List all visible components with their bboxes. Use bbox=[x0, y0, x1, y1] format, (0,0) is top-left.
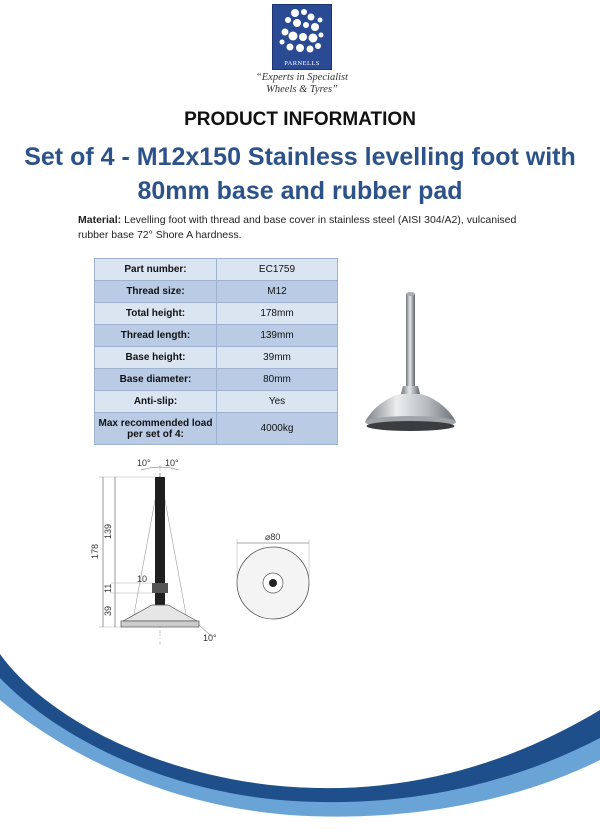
levelling-foot-photo bbox=[360, 288, 480, 438]
spec-value: 4000kg bbox=[217, 413, 338, 445]
spec-row-part-number bbox=[95, 259, 338, 281]
top-view-thread bbox=[269, 579, 277, 587]
spec-label: Thread size: bbox=[95, 281, 217, 303]
spec-value: Yes bbox=[217, 391, 338, 413]
material-text: Levelling foot with thread and base cover in stainless steel (AISI 304/A2), vulcanised rubber base 72° Shore A hardness. bbox=[78, 214, 517, 241]
dim-11-label: 11 bbox=[103, 583, 113, 593]
spec-label: Max recommended load per set of 4: bbox=[95, 413, 217, 445]
drawing-nut bbox=[152, 583, 168, 593]
spec-row-thread-size bbox=[95, 281, 338, 303]
dim-10-label: 10 bbox=[137, 574, 148, 584]
hex-nut bbox=[401, 386, 420, 394]
rubber-pad bbox=[367, 421, 455, 431]
spec-label: Total height: bbox=[95, 303, 217, 325]
angle-left-label: 10° bbox=[137, 458, 151, 468]
spec-value: M12 bbox=[217, 281, 338, 303]
dim-total-label: 178 bbox=[90, 543, 100, 559]
spec-label: Thread length: bbox=[95, 325, 217, 347]
logo-circles-icon bbox=[273, 5, 331, 57]
spec-row-max-load bbox=[95, 413, 338, 445]
spec-row-total-height bbox=[95, 303, 338, 325]
spec-row-thread-length bbox=[95, 325, 338, 347]
rod-top bbox=[406, 292, 415, 296]
angle-base-label: 10° bbox=[203, 633, 217, 643]
spec-label: Anti-slip: bbox=[95, 391, 217, 413]
angle-right-label: 10° bbox=[165, 458, 179, 468]
product-title-line-1: Set of 4 - M12x150 Stainless levelling foot with bbox=[24, 143, 576, 171]
tagline-line-1: “Experts in Specialist bbox=[255, 72, 349, 83]
dim-base-label: 39 bbox=[103, 605, 113, 616]
product-title bbox=[20, 140, 580, 208]
tagline-line-2: Wheels & Tyres” bbox=[266, 84, 338, 95]
spec-value: EC1759 bbox=[217, 259, 338, 281]
logo-name: PARNELLS bbox=[284, 60, 320, 67]
spec-label: Part number: bbox=[95, 259, 217, 281]
product-title-line-2: 80mm base and rubber pad bbox=[137, 177, 463, 205]
page-heading: PRODUCT INFORMATION bbox=[184, 109, 416, 130]
material-description bbox=[78, 213, 538, 243]
technical-drawing bbox=[85, 455, 355, 645]
brand-tagline bbox=[220, 72, 384, 96]
spec-table bbox=[94, 258, 338, 445]
spec-label: Base diameter: bbox=[95, 369, 217, 391]
spec-value: 39mm bbox=[217, 347, 338, 369]
parnells-logo bbox=[272, 4, 332, 70]
material-label: Material: bbox=[78, 214, 122, 226]
spec-row-base-diameter bbox=[95, 369, 338, 391]
spec-value: 139mm bbox=[217, 325, 338, 347]
spec-label: Base height: bbox=[95, 347, 217, 369]
spec-row-base-height bbox=[95, 347, 338, 369]
decorative-wave bbox=[0, 620, 600, 836]
threaded-rod bbox=[406, 294, 415, 386]
dim-thread-label: 139 bbox=[103, 523, 113, 539]
spec-value: 80mm bbox=[217, 369, 338, 391]
dim-diameter-label: ⌀80 bbox=[265, 532, 281, 542]
spec-row-anti-slip bbox=[95, 391, 338, 413]
spec-value: 178mm bbox=[217, 303, 338, 325]
